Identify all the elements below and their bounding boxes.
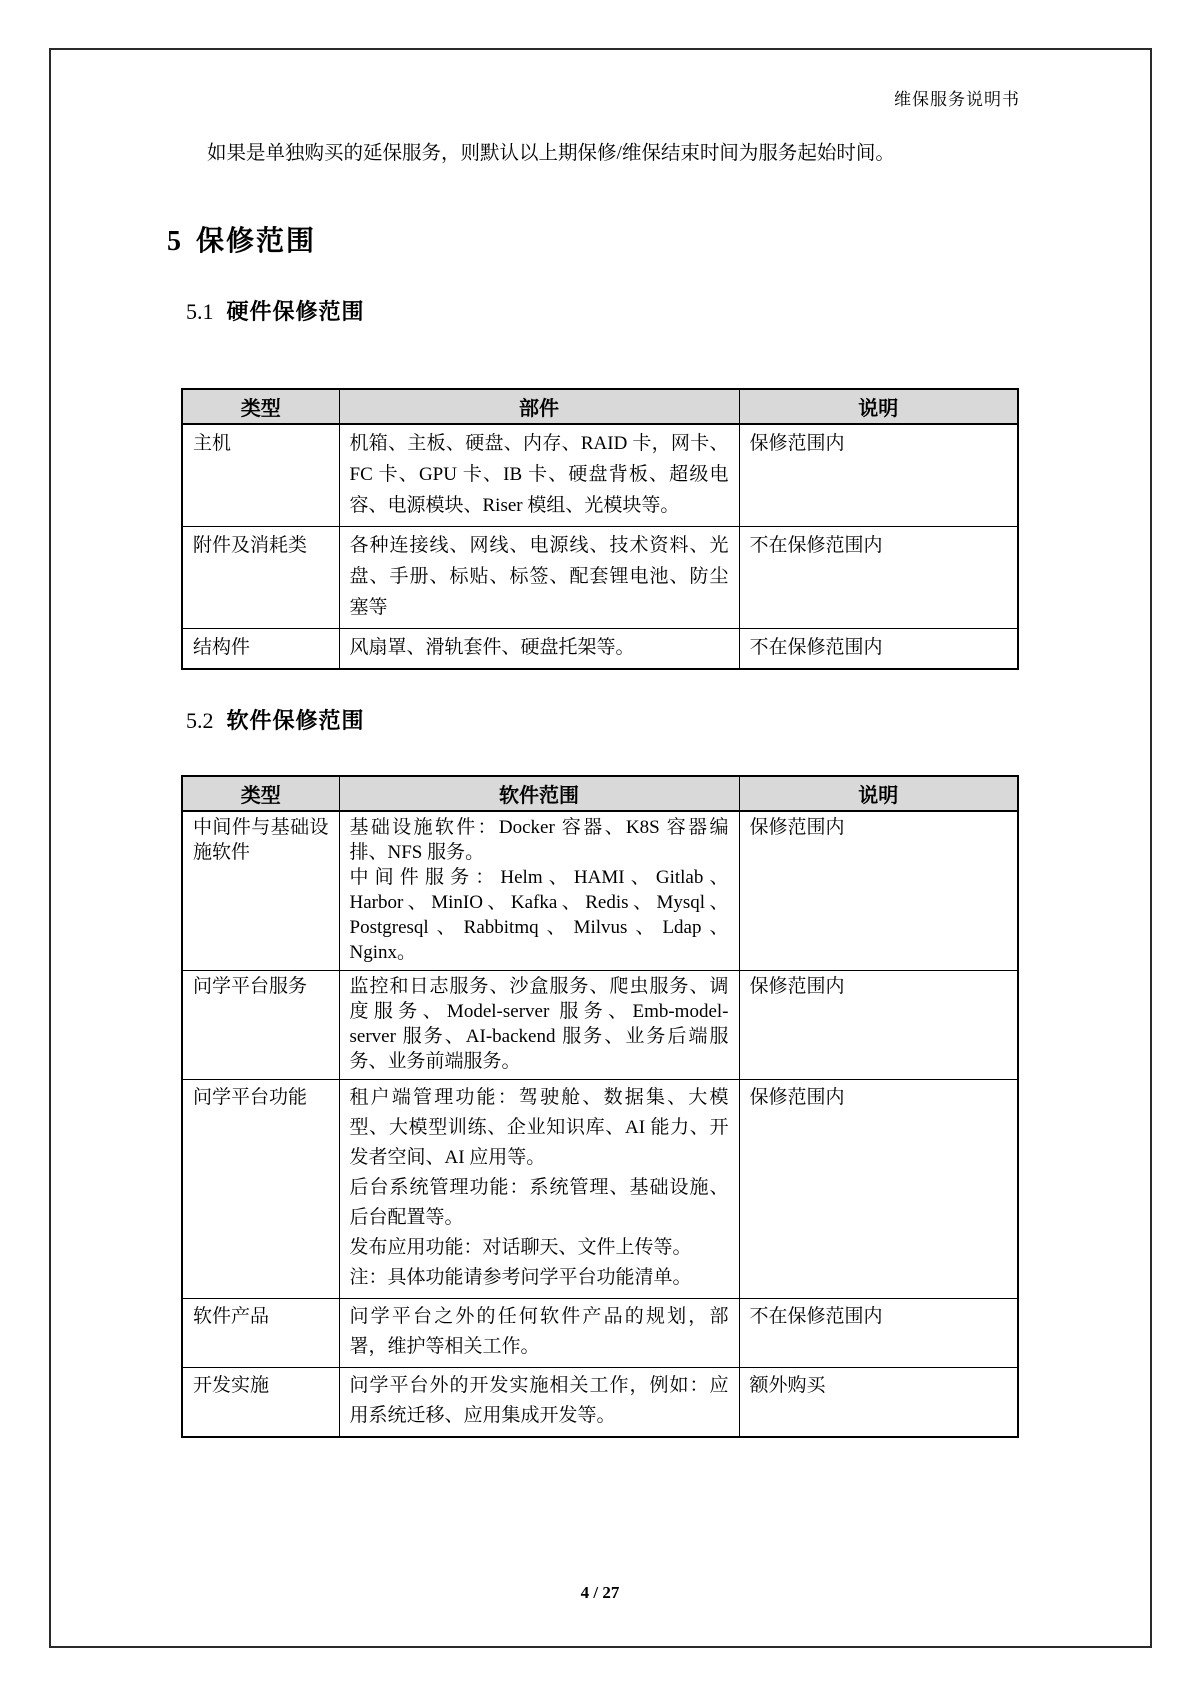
cell-type: 附件及消耗类 [182,527,339,629]
cell-type: 开发实施 [182,1368,339,1438]
cell-type: 软件产品 [182,1299,339,1368]
detail-paragraph: 中间件服务：Helm、HAMI、Gitlab、Harbor、MinIO、Kafka、Redis、Mysql、Postgresql、Rabbitmq、Milvus、Ldap、Nginx。 [349,867,729,963]
cell-detail [339,1080,739,1299]
cell-detail [339,1299,739,1368]
detail-paragraph: 注：具体功能请参考问学平台功能清单。 [349,1267,692,1288]
intro-paragraph: 如果是单独购买的延保服务，则默认以上期保修/维保结束时间为服务起始时间。 [207,143,895,164]
detail-paragraph: 问学平台之外的任何软件产品的规划，部署，维护等相关工作。 [349,1306,729,1357]
detail-paragraph: 问学平台外的开发实施相关工作，例如：应用系统迁移、应用集成开发等。 [349,1375,729,1426]
subsection-number: 5.2 [186,708,214,733]
table-row [182,971,1018,1080]
cell-note: 额外购买 [739,1368,1018,1438]
section-heading-5 [167,219,316,259]
header-cell-parts: 部件 [339,389,739,424]
table-row [182,527,1018,629]
document-header: 维保服务说明书 [894,90,1020,109]
table-row [182,1368,1018,1438]
cell-detail [339,629,739,670]
detail-paragraph: 机箱、主板、硬盘、内存、RAID 卡，网卡、FC 卡、GPU 卡、IB 卡、硬盘背板、超级电容、电源模块、Riser 模组、光模块等。 [349,433,729,516]
cell-type: 主机 [182,424,339,527]
page-number: 4 / 27 [580,1583,620,1602]
table-header-row [182,389,1018,424]
table-row [182,629,1018,670]
section-title: 保修范围 [196,225,317,256]
cell-type: 问学平台功能 [182,1080,339,1299]
cell-detail [339,1368,739,1438]
cell-note: 保修范围内 [739,811,1018,971]
detail-paragraph: 租户端管理功能：驾驶舱、数据集、大模型、大模型训练、企业知识库、AI 能力、开发者空间、AI 应用等。 [349,1087,729,1168]
subsection-title: 硬件保修范围 [226,299,365,324]
detail-paragraph: 监控和日志服务、沙盒服务、爬虫服务、调度服务、Model-server 服务、Emb-model-server 服务、AI-backend 服务、业务后端服务、业务前端服务。 [349,976,729,1072]
cell-detail [339,971,739,1080]
cell-note: 不在保修范围内 [739,1299,1018,1368]
table-row [182,1299,1018,1368]
detail-paragraph: 基础设施软件：Docker 容器、K8S 容器编排、NFS 服务。 [349,817,729,863]
header-cell-type: 类型 [182,776,339,811]
cell-type: 结构件 [182,629,339,670]
detail-paragraph: 发布应用功能：对话聊天、文件上传等。 [349,1237,692,1258]
detail-paragraph: 后台系统管理功能：系统管理、基础设施、后台配置等。 [349,1177,729,1228]
subsection-number: 5.1 [186,299,214,324]
header-cell-scope: 软件范围 [339,776,739,811]
cell-detail [339,424,739,527]
subsection-heading-5-1 [186,295,365,326]
hardware-warranty-table [181,388,1019,670]
subsection-title: 软件保修范围 [226,708,365,733]
cell-detail [339,527,739,629]
cell-type: 问学平台服务 [182,971,339,1080]
cell-detail [339,811,739,971]
cell-note: 不在保修范围内 [739,629,1018,670]
table-row [182,811,1018,971]
cell-note: 保修范围内 [739,1080,1018,1299]
cell-type: 中间件与基础设施软件 [182,811,339,971]
header-cell-note: 说明 [739,776,1018,811]
table-row [182,1080,1018,1299]
table-row [182,424,1018,527]
header-cell-note: 说明 [739,389,1018,424]
software-warranty-table [181,775,1019,1438]
cell-note: 保修范围内 [739,424,1018,527]
detail-paragraph: 各种连接线、网线、电源线、技术资料、光盘、手册、标贴、标签、配套锂电池、防尘塞等 [349,535,729,618]
subsection-heading-5-2 [186,704,365,735]
section-number: 5 [167,226,181,257]
header-cell-type: 类型 [182,389,339,424]
cell-note: 保修范围内 [739,971,1018,1080]
table-header-row [182,776,1018,811]
cell-note: 不在保修范围内 [739,527,1018,629]
detail-paragraph: 风扇罩、滑轨套件、硬盘托架等。 [349,637,635,658]
